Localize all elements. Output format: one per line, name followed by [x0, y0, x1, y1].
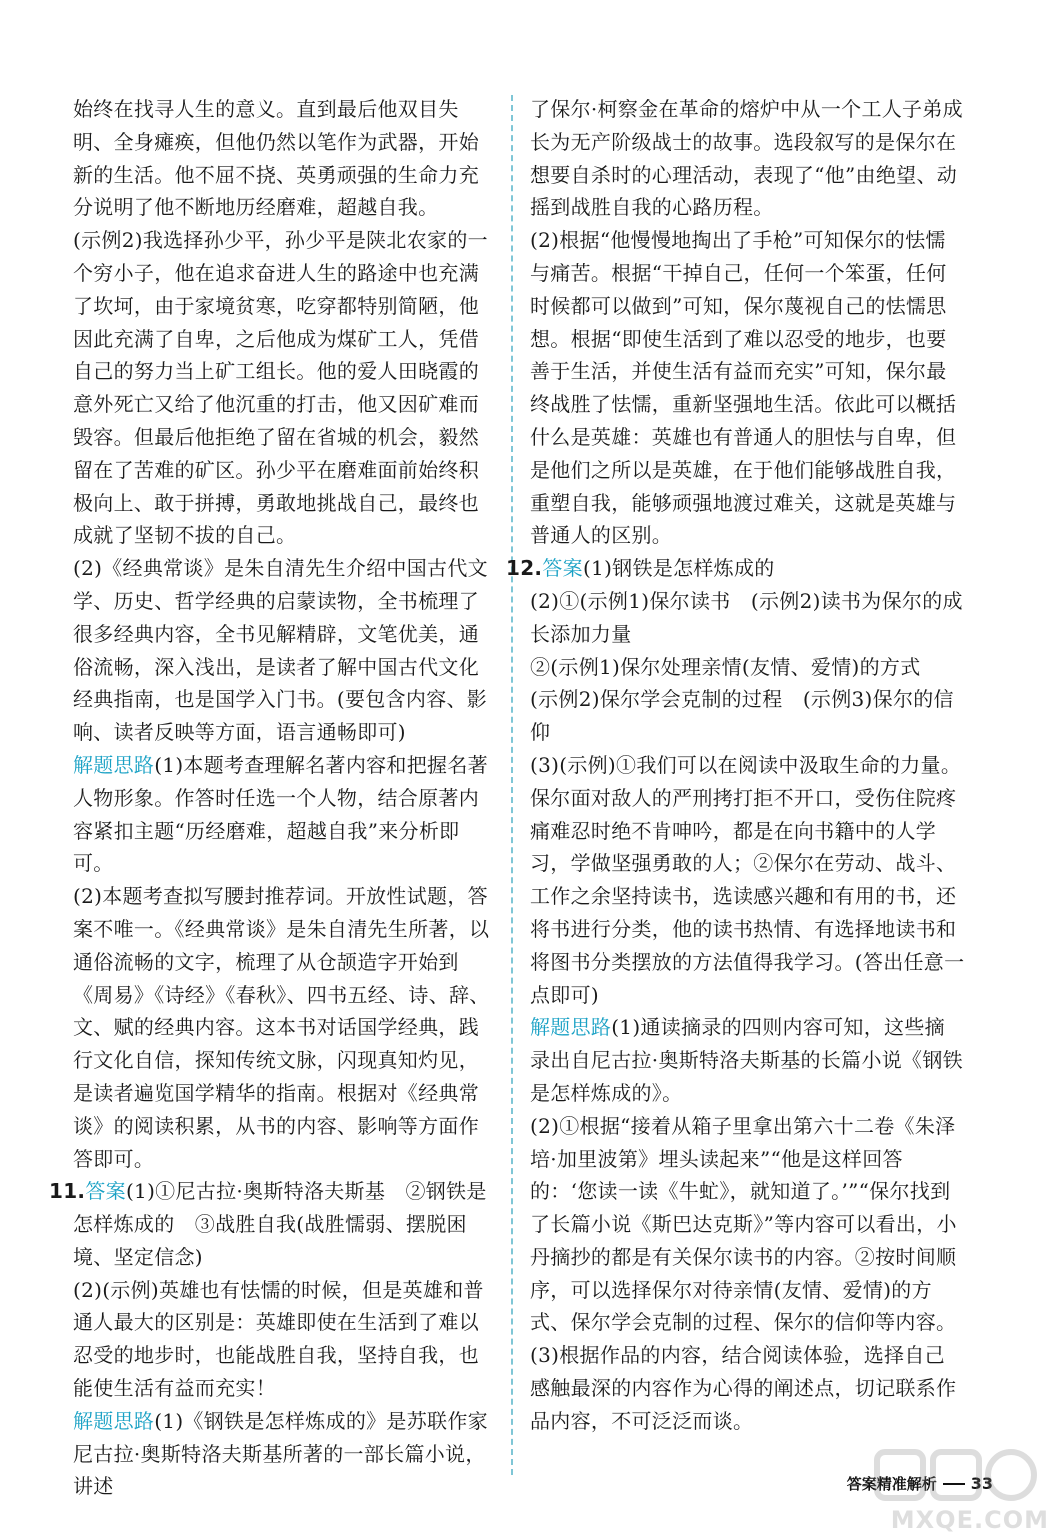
answer-text: (1)钢铁是怎样炼成的 [582, 556, 775, 581]
solution-paragraph [73, 749, 496, 880]
watermark-text: MXQE.COM [890, 1506, 1049, 1534]
answer-label: 答案 [542, 556, 583, 581]
solution-paragraph [530, 1011, 965, 1109]
question-number: 12. [506, 556, 543, 581]
column-divider [511, 95, 513, 1475]
watermark-logo [869, 1444, 1049, 1534]
paragraph: (2)根据“他慢慢地掏出了手枪”可知保尔的怯懦与痛苦。根据“干掉自己，任何一个笨蛋，任何时候都可以做到”可知，保尔蔑视自己的怯懦思想。根据“即使生活到了难以忍受的地步，也要善于生活，并使生活有益而充实”可知，保尔最终战胜了怯懦，重新坚强地生活。依此可以概括什么是英雄：英雄也有普通人的胆怯与自卑，但是他们之所以是英雄，在于他们能够战胜自我，重塑自我，能够顽强地渡过难关，这就是英雄与普通人的区别。 [530, 228, 957, 548]
solution-label: 解题思路 [73, 1408, 155, 1433]
question-number: 11. [49, 1179, 86, 1204]
answer-text: (1)①尼古拉·奥斯特洛夫斯基 ②钢铁是怎样炼成的 ③战胜自我(战胜懦弱、摆脱困境、坚定信念) [73, 1179, 487, 1269]
paragraph: 了保尔·柯察金在革命的熔炉中从一个工人子弟成长为无产阶级战士的故事。选段叙写的是保尔在想要自杀时的心理活动，表现了“他”由绝望、动摇到战胜自我的心路历程。 [530, 97, 963, 220]
paragraph: (2)《经典常谈》是朱自清先生介绍中国古代文学、历史、哲学经典的启蒙读物，全书梳理了很多经典内容，全书见解精辟，文笔优美，通俗流畅，深入浅出，是读者了解中国古代文化经典指南，也是国学入门书。(要包含内容、影响、读者反映等方面，语言通畅即可) [73, 556, 488, 745]
paragraph: (2)(示例)英雄也有怯懦的时候，但是英雄和普通人最大的区别是：英雄即使在生活到了难以忍受的地步时，也能战胜自我，坚持自我，也能使生活有益而充实！ [73, 1277, 484, 1401]
footer-label: 答案精准解析 [846, 1475, 937, 1493]
solution-text: (1)本题考查理解名著内容和把握名著人物形象。作答时任选一个人物，结合原著内容紧扣主题“历经磨难，超越自我”来分析即可。 [73, 752, 488, 876]
question-12-answer [506, 552, 965, 585]
solution-text: (1)《钢铁是怎样炼成的》是苏联作家尼古拉·奥斯特洛夫斯基所著的一部长篇小说，讲述 [73, 1408, 488, 1499]
solution-text: (1)通读摘录的四则内容可知，这些摘录出自尼古拉·奥斯特洛夫斯基的长篇小说《钢铁是怎样炼成的》。 [530, 1015, 963, 1105]
solution-label: 解题思路 [530, 1015, 612, 1040]
paragraph: (3)(示例)①我们可以在阅读中汲取生命的力量。保尔面对敌人的严刑拷打拒不开口，受伤住院疼痛难忍时绝不肯呻吟，都是在向书籍中的人学习，学做坚强勇敢的人；②保尔在劳动、战斗、工作之余坚持读书，选读感兴趣和有用的书，还将书进行分类，他的读书热情、有选择地读书和将图书分类摆放的方法值得我学习。(答出任意一点即可) [530, 752, 965, 1007]
paragraph: (2)①(示例1)保尔读书 (示例2)读书为保尔的成长添加力量 [530, 588, 963, 646]
right-column [506, 93, 965, 1438]
solution-label: 解题思路 [73, 752, 155, 777]
question-11-answer [49, 1175, 496, 1273]
paragraph: (2)①根据“接着从箱子里拿出第六十二卷《朱泽培·加里波第》埋头读起来”“他是这样回答的：‘您读一读《牛虻》，就知道了。’”“保尔找到了长篇小说《斯巴达克斯》”等内容可以看出，小丹摘抄的都是有关保尔读书的内容。②按时间顺序，可以选择保尔对待亲情(友情、爱情)的方式、保尔学会克制的过程、保尔的信仰等内容。 [530, 1113, 957, 1335]
left-column [49, 93, 496, 1503]
paragraph: 始终在找寻人生的意义。直到最后他双目失明、全身瘫痪，但他仍然以笔作为武器，开始新的生活。他不屈不挠、英勇顽强的生命力充分说明了他不断地历经磨难，超越自我。 [73, 97, 479, 220]
answer-label: 答案 [85, 1179, 126, 1204]
paragraph: (示例2)我选择孙少平，孙少平是陕北农家的一个穷小子，他在追求奋进人生的路途中也充满了坎坷，由于家境贫寒，吃穿都特别简陋，他因此充满了自卑，之后他成为煤矿工人，凭借自己的努力当上矿工组长。他的爱人田晓霞的意外死亡又给了他沉重的打击，他又因矿难而毁容。但最后他拒绝了留在省城的机会，毅然留在了苦难的矿区。孙少平在磨难面前始终积极向上、敢于拼搏，勇敢地挑战自己，最终也成就了坚韧不拔的自己。 [73, 228, 488, 548]
page-number: 33 [970, 1474, 993, 1493]
paragraph: (3)根据作品的内容，结合阅读体验，选择自己感触最深的内容作为心得的阐述点，切记联系作品内容，不可泛泛而谈。 [530, 1343, 957, 1433]
solution-paragraph [73, 1405, 496, 1503]
paragraph: (2)本题考查拟写腰封推荐词。开放性试题，答案不唯一。《经典常谈》是朱自清先生所著，以通俗流畅的文字，梳理了从仓颉造字开始到《周易》《诗经》《春秋》、四书五经、诗、辞、文、赋的经典内容。这本书对话国学经典，践行文化自信，探知传统文脉，闪现真知灼见，是读者遍览国学精华的指南。根据对《经典常谈》的阅读积累，从书的内容、影响等方面作答即可。 [73, 884, 490, 1171]
paragraph: ②(示例1)保尔处理亲情(友情、爱情)的方式 (示例2)保尔学会克制的过程 (示例3)保尔的信仰 [530, 654, 954, 745]
watermark-icon [869, 1444, 1049, 1514]
